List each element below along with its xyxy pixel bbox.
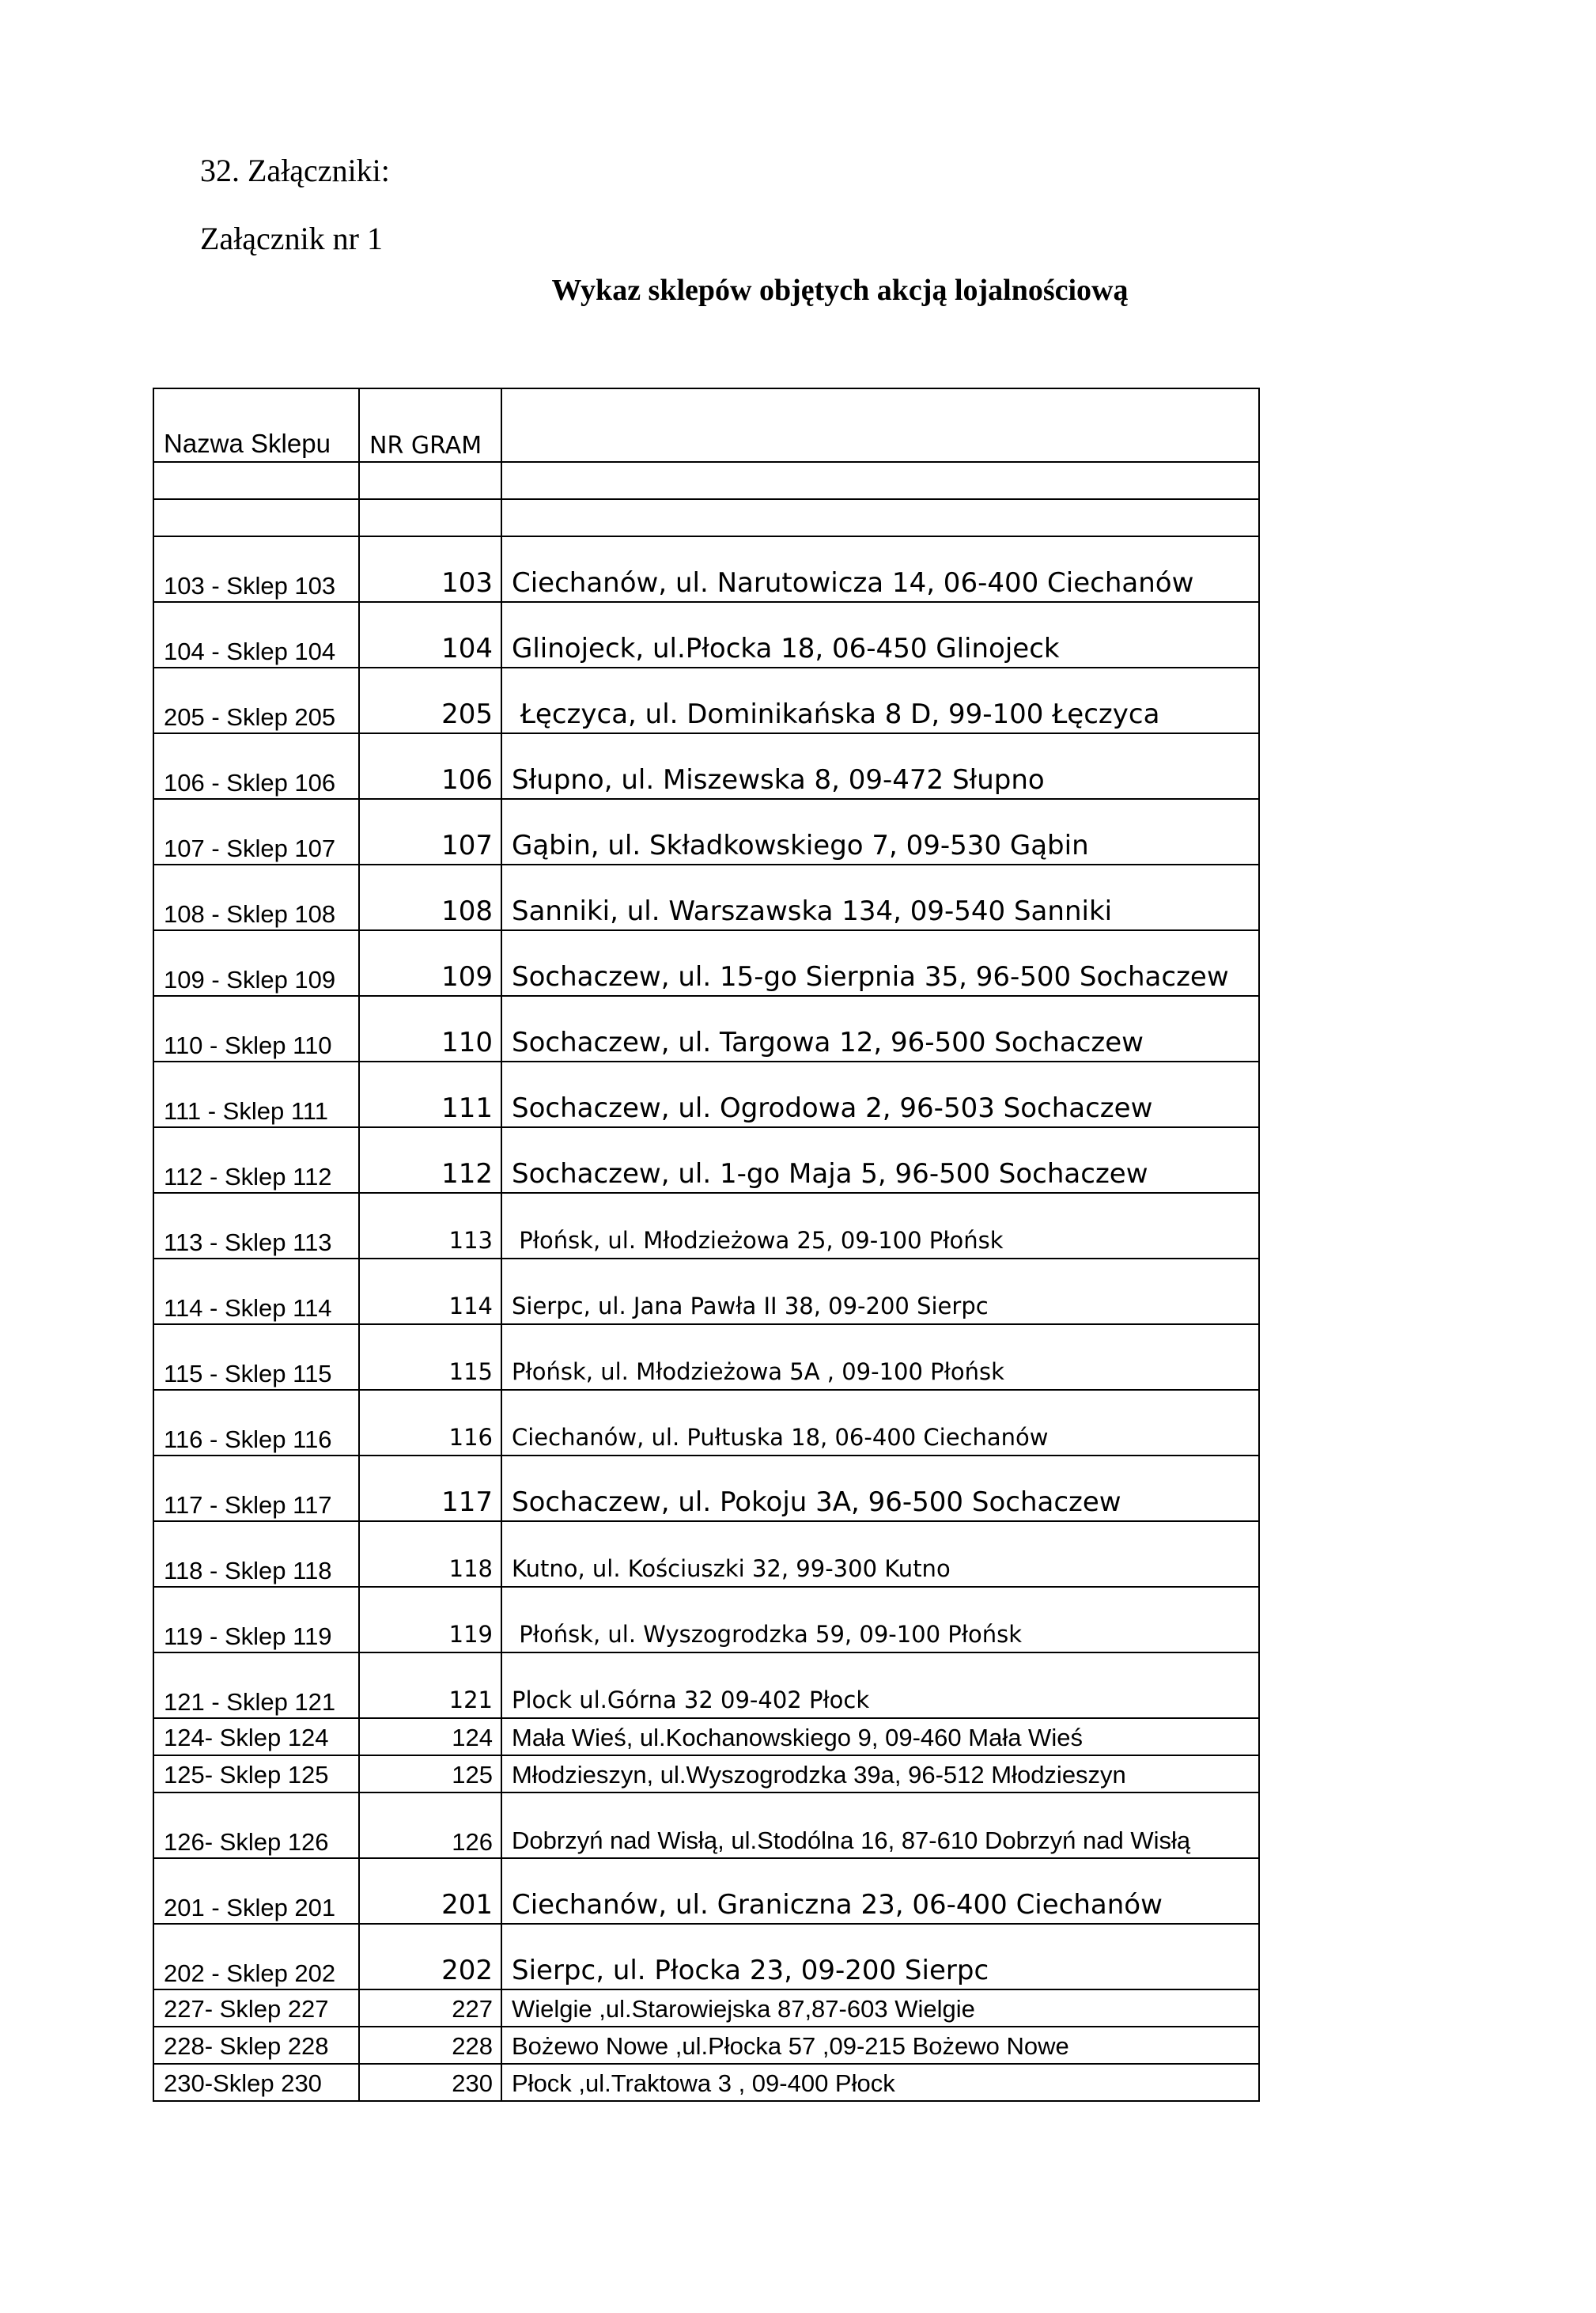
table-row [153,1652,1259,1718]
document-title: Wykaz sklepów objętych akcją lojalnościową [551,274,1129,307]
address-cell: Ciechanów, ul. Narutowicza 14, 06-400 Ciechanów [501,536,1259,602]
table-row [153,2064,1259,2101]
nr-gram-cell: 108 [359,865,501,930]
table-row [153,1193,1259,1259]
table-row [153,930,1259,996]
address-cell: Płońsk, ul. Młodzieżowa 5A , 09-100 Płońsk [501,1324,1259,1390]
nr-gram-cell: 202 [359,1924,501,1989]
store-name-cell: 126- Sklep 126 [153,1792,359,1858]
nr-gram-cell: 112 [359,1127,501,1193]
store-name-cell: 107 - Sklep 107 [153,799,359,865]
store-name-cell: 201 - Sklep 201 [153,1858,359,1924]
table-row [153,1259,1259,1324]
table-row [153,1718,1259,1755]
table-row [153,1521,1259,1587]
store-name-cell: 108 - Sklep 108 [153,865,359,930]
nr-gram-cell: 104 [359,602,501,668]
store-name-cell: 113 - Sklep 113 [153,1193,359,1259]
store-name-cell: 106 - Sklep 106 [153,733,359,799]
address-cell: Słupno, ul. Miszewska 8, 09-472 Słupno [501,733,1259,799]
store-name-cell: 115 - Sklep 115 [153,1324,359,1390]
store-name-cell: 112 - Sklep 112 [153,1127,359,1193]
address-cell: Ciechanów, ul. Graniczna 23, 06-400 Ciechanów [501,1858,1259,1924]
store-name-cell: 125- Sklep 125 [153,1755,359,1792]
store-name-cell: 121 - Sklep 121 [153,1652,359,1718]
address-cell: Dobrzyń nad Wisłą, ul.Stodólna 16, 87-610 Dobrzyń nad Wisłą [501,1792,1259,1858]
address-cell: Bożewo Nowe ,ul.Płocka 57 ,09-215 Bożewo Nowe [501,2027,1259,2064]
store-name-cell: 205 - Sklep 205 [153,668,359,733]
table-row [153,996,1259,1062]
nr-gram-cell: 230 [359,2064,501,2101]
nr-gram-cell: 111 [359,1062,501,1127]
table-row [153,1792,1259,1858]
empty-cell [501,462,1259,499]
store-name-cell: 109 - Sklep 109 [153,930,359,996]
address-cell: Płońsk, ul. Wyszogrodzka 59, 09-100 Płońsk [501,1587,1259,1652]
table-row [153,2027,1259,2064]
address-cell: Plock ul.Górna 32 09-402 Płock [501,1652,1259,1718]
table-row [153,602,1259,668]
store-table-body [153,388,1259,2101]
nr-gram-cell: 201 [359,1858,501,1924]
address-cell: Ciechanów, ul. Pułtuska 18, 06-400 Ciechanów [501,1390,1259,1456]
table-row [153,1858,1259,1924]
table-row [153,536,1259,602]
table-row [153,799,1259,865]
store-name-cell: 118 - Sklep 118 [153,1521,359,1587]
store-name-cell: 111 - Sklep 111 [153,1062,359,1127]
address-cell: Sochaczew, ul. Ogrodowa 2, 96-503 Sochaczew [501,1062,1259,1127]
table-row [153,1390,1259,1456]
address-cell: Sierpc, ul. Płocka 23, 09-200 Sierpc [501,1924,1259,1989]
nr-gram-cell: 114 [359,1259,501,1324]
empty-cell [153,499,359,536]
nr-gram-cell: 205 [359,668,501,733]
table-row [153,1456,1259,1521]
table-row [153,1324,1259,1390]
store-name-cell: 103 - Sklep 103 [153,536,359,602]
address-cell: Glinojeck, ul.Płocka 18, 06-450 Glinojeck [501,602,1259,668]
store-name-cell: 119 - Sklep 119 [153,1587,359,1652]
nr-gram-cell: 103 [359,536,501,602]
store-name-cell: 202 - Sklep 202 [153,1924,359,1989]
store-name-cell: 228- Sklep 228 [153,2027,359,2064]
nr-gram-cell: 118 [359,1521,501,1587]
nr-gram-cell: 119 [359,1587,501,1652]
table-row [153,865,1259,930]
address-cell: Sochaczew, ul. 15-go Sierpnia 35, 96-500 Sochaczew [501,930,1259,996]
header-store-name: Nazwa Sklepu [153,388,359,462]
table-row [153,733,1259,799]
address-cell: Sochaczew, ul. Pokoju 3A, 96-500 Sochaczew [501,1456,1259,1521]
address-cell: Wielgie ,ul.Starowiejska 87,87-603 Wielgie [501,1989,1259,2027]
nr-gram-cell: 125 [359,1755,501,1792]
section-heading: 32. Załączniki: [200,153,390,188]
empty-row [153,462,1259,499]
table-row [153,1755,1259,1792]
nr-gram-cell: 227 [359,1989,501,2027]
empty-row [153,499,1259,536]
nr-gram-cell: 110 [359,996,501,1062]
nr-gram-cell: 107 [359,799,501,865]
store-name-cell: 230-Sklep 230 [153,2064,359,2101]
address-cell: Kutno, ul. Kościuszki 32, 99-300 Kutno [501,1521,1259,1587]
address-cell: Młodzieszyn, ul.Wyszogrodzka 39a, 96-512 Młodzieszyn [501,1755,1259,1792]
address-cell: Łęczyca, ul. Dominikańska 8 D, 99-100 Łęczyca [501,668,1259,733]
address-cell: Płońsk, ul. Młodzieżowa 25, 09-100 Płońsk [501,1193,1259,1259]
store-name-cell: 227- Sklep 227 [153,1989,359,2027]
address-cell: Sochaczew, ul. Targowa 12, 96-500 Sochaczew [501,996,1259,1062]
address-cell: Płock ,ul.Traktowa 3 , 09-400 Płock [501,2064,1259,2101]
nr-gram-cell: 116 [359,1390,501,1456]
attachment-heading: Załącznik nr 1 [200,221,383,256]
nr-gram-cell: 228 [359,2027,501,2064]
address-cell: Sanniki, ul. Warszawska 134, 09-540 Sanniki [501,865,1259,930]
header-nr-gram: NR GRAM [359,388,501,462]
nr-gram-cell: 126 [359,1792,501,1858]
store-name-cell: 124- Sklep 124 [153,1718,359,1755]
empty-cell [501,499,1259,536]
header-address [501,388,1259,462]
address-cell: Sochaczew, ul. 1-go Maja 5, 96-500 Sochaczew [501,1127,1259,1193]
address-cell: Mała Wieś, ul.Kochanowskiego 9, 09-460 Mała Wieś [501,1718,1259,1755]
table-header-row [153,388,1259,462]
nr-gram-cell: 109 [359,930,501,996]
table-row [153,1989,1259,2027]
address-cell: Sierpc, ul. Jana Pawła II 38, 09-200 Sierpc [501,1259,1259,1324]
store-name-cell: 116 - Sklep 116 [153,1390,359,1456]
store-name-cell: 104 - Sklep 104 [153,602,359,668]
nr-gram-cell: 106 [359,733,501,799]
store-table [153,388,1260,2102]
nr-gram-cell: 124 [359,1718,501,1755]
store-name-cell: 117 - Sklep 117 [153,1456,359,1521]
nr-gram-cell: 117 [359,1456,501,1521]
empty-cell [359,462,501,499]
address-cell: Gąbin, ul. Składkowskiego 7, 09-530 Gąbin [501,799,1259,865]
store-name-cell: 110 - Sklep 110 [153,996,359,1062]
empty-cell [153,462,359,499]
table-row [153,1127,1259,1193]
table-row [153,1924,1259,1989]
table-row [153,668,1259,733]
nr-gram-cell: 113 [359,1193,501,1259]
nr-gram-cell: 115 [359,1324,501,1390]
empty-cell [359,499,501,536]
store-name-cell: 114 - Sklep 114 [153,1259,359,1324]
table-row [153,1587,1259,1652]
nr-gram-cell: 121 [359,1652,501,1718]
table-row [153,1062,1259,1127]
